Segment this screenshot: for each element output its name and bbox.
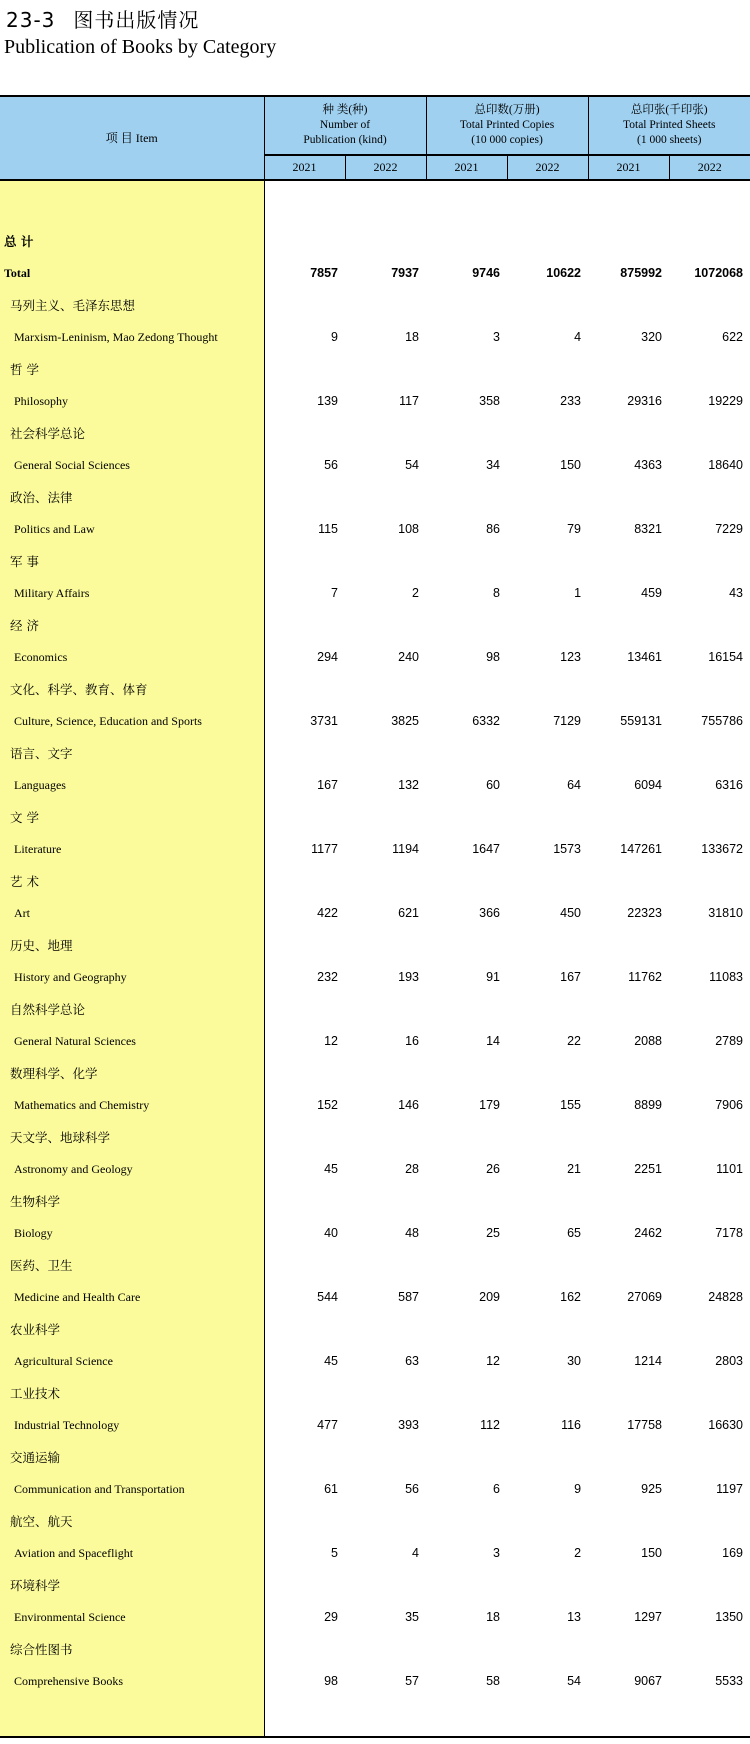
- category-value: 13: [567, 1610, 582, 1624]
- category-value: 61: [324, 1482, 338, 1496]
- category-label-en: Art: [0, 897, 264, 929]
- category-label-en: Philosophy: [0, 385, 264, 417]
- category-value: 115: [318, 522, 338, 536]
- category-cn-row: [0, 353, 750, 385]
- total-label-cn: 总 计: [0, 225, 264, 257]
- category-value: 5: [331, 1546, 338, 1560]
- total-value: 7857: [310, 266, 338, 280]
- item-cell-empty: [0, 1697, 264, 1737]
- category-value: 56: [405, 1482, 419, 1496]
- category-value: 925: [641, 1482, 663, 1496]
- category-value: 1214: [634, 1354, 663, 1368]
- category-value: 240: [398, 650, 419, 664]
- books-table: [0, 95, 750, 1738]
- category-value: 167: [560, 970, 582, 984]
- category-value: 16: [405, 1034, 419, 1048]
- category-label-en: Culture, Science, Education and Sports: [0, 705, 264, 737]
- category-label-cn: 工业技术: [0, 1377, 264, 1409]
- category-row: [0, 1089, 750, 1121]
- category-value: 11083: [709, 970, 744, 984]
- total-value: 875992: [620, 266, 663, 280]
- category-label-en: General Natural Sciences: [0, 1025, 264, 1057]
- category-value: 18: [405, 330, 419, 344]
- value-cell-empty: [264, 737, 750, 769]
- category-value: 35: [405, 1610, 419, 1624]
- category-cn-row: [0, 1633, 750, 1665]
- category-value: 150: [560, 458, 582, 472]
- title-chinese: 图书出版情况: [73, 8, 200, 32]
- category-label-en: Astronomy and Geology: [0, 1153, 264, 1185]
- category-value: 45: [324, 1162, 338, 1176]
- category-value: 7: [331, 586, 338, 600]
- category-value: 6: [493, 1482, 500, 1496]
- category-value: 2803: [715, 1354, 744, 1368]
- category-value: 98: [486, 650, 500, 664]
- category-value: 30: [567, 1354, 582, 1368]
- category-value: 294: [317, 650, 338, 664]
- category-value: 22323: [627, 906, 663, 920]
- category-label-cn: 交通运输: [0, 1441, 264, 1473]
- category-value: 422: [317, 906, 338, 920]
- category-label-en: Military Affairs: [0, 577, 264, 609]
- category-value: 320: [641, 330, 663, 344]
- table-number: 23-3: [6, 8, 56, 32]
- category-label-cn: 自然科学总论: [0, 993, 264, 1025]
- category-row: [0, 1345, 750, 1377]
- category-value: 13461: [627, 650, 663, 664]
- value-cell-empty: [264, 1249, 750, 1281]
- category-value: 19229: [708, 394, 744, 408]
- value-cell-empty: [264, 353, 750, 385]
- copies-group-header: [426, 96, 588, 155]
- category-label-en: Languages: [0, 769, 264, 801]
- value-cell-empty: [264, 180, 750, 225]
- category-value: 31810: [708, 906, 744, 920]
- category-value: 3: [493, 1546, 500, 1560]
- category-value: 477: [317, 1418, 338, 1432]
- value-cell-empty: [264, 417, 750, 449]
- category-value: 3825: [391, 714, 419, 728]
- category-row: [0, 1153, 750, 1185]
- category-value: 7906: [715, 1098, 744, 1112]
- category-value: 7229: [715, 522, 744, 536]
- category-value: 14: [486, 1034, 500, 1048]
- table-header: [0, 96, 750, 180]
- page-title-en: Publication of Books by Category: [4, 36, 277, 58]
- sheets-header-en2: (1 000 sheets): [637, 134, 702, 146]
- value-cell-empty: [264, 801, 750, 833]
- category-cn-row: [0, 865, 750, 897]
- category-cn-row: [0, 1185, 750, 1217]
- total-row: [0, 257, 750, 289]
- category-value: 45: [324, 1354, 338, 1368]
- category-value: 1573: [553, 842, 582, 856]
- category-value: 98: [324, 1674, 338, 1688]
- category-label-cn: 社会科学总论: [0, 417, 264, 449]
- category-value: 6332: [472, 714, 500, 728]
- category-value: 150: [641, 1546, 663, 1560]
- category-value: 48: [405, 1226, 419, 1240]
- kind-header-cn: 种 类(种): [322, 104, 368, 116]
- value-cell-empty: [264, 1697, 750, 1737]
- category-value: 1177: [311, 842, 338, 856]
- total-label-en: Total: [0, 257, 264, 289]
- category-value: 7178: [715, 1226, 744, 1240]
- category-value: 11762: [628, 970, 663, 984]
- value-cell-empty: [264, 609, 750, 641]
- category-label-cn: 综合性图书: [0, 1633, 264, 1665]
- category-value: 58: [486, 1674, 500, 1688]
- category-value: 123: [560, 650, 582, 664]
- category-value: 4: [412, 1546, 419, 1560]
- kind-header-en1: Number of: [319, 119, 371, 131]
- category-row: [0, 513, 750, 545]
- category-value: 2789: [715, 1034, 744, 1048]
- category-cn-row: [0, 1057, 750, 1089]
- category-value: 108: [398, 522, 419, 536]
- category-value: 65: [567, 1226, 582, 1240]
- kind-header-en2: Publication (kind): [303, 134, 387, 146]
- sheets-header-cn: 总印张(千印张): [630, 104, 708, 116]
- copies-header-en2: (10 000 copies): [471, 134, 543, 146]
- category-value: 169: [722, 1546, 744, 1560]
- category-value: 54: [567, 1674, 582, 1688]
- category-value: 2251: [634, 1162, 663, 1176]
- kind-group-header: [264, 96, 426, 155]
- category-value: 4363: [634, 458, 663, 472]
- category-value: 358: [479, 394, 500, 408]
- category-cn-row: [0, 1569, 750, 1601]
- category-label-en: Aviation and Spaceflight: [0, 1537, 264, 1569]
- category-value: 6094: [634, 778, 663, 792]
- category-value: 4: [574, 330, 582, 344]
- value-cell-empty: [264, 1121, 750, 1153]
- category-label-en: Medicine and Health Care: [0, 1281, 264, 1313]
- value-cell-empty: [264, 225, 750, 257]
- category-value: 43: [729, 586, 744, 600]
- category-cn-row: [0, 417, 750, 449]
- category-cn-row: [0, 1121, 750, 1153]
- category-value: 1: [574, 586, 582, 600]
- category-value: 233: [560, 394, 582, 408]
- category-value: 3: [493, 330, 500, 344]
- category-value: 25: [486, 1226, 500, 1240]
- category-row: [0, 321, 750, 353]
- category-label-en: Industrial Technology: [0, 1409, 264, 1441]
- category-cn-row: [0, 1505, 750, 1537]
- category-value: 133672: [701, 842, 744, 856]
- category-value: 1297: [634, 1610, 663, 1624]
- total-value: 7937: [391, 266, 419, 280]
- category-value: 63: [405, 1354, 419, 1368]
- category-label-en: Marxism-Leninism, Mao Zedong Thought: [0, 321, 264, 353]
- category-row: [0, 1409, 750, 1441]
- category-value: 12: [324, 1034, 338, 1048]
- total-cn-row: [0, 225, 750, 257]
- category-value: 26: [486, 1162, 500, 1176]
- category-label-cn: 艺 术: [0, 865, 264, 897]
- category-cn-row: [0, 1441, 750, 1473]
- category-cn-row: [0, 1377, 750, 1409]
- category-value: 139: [317, 394, 338, 408]
- category-value: 29316: [627, 394, 663, 408]
- value-cell-empty: [264, 1185, 750, 1217]
- sheets-group-header: [588, 96, 750, 155]
- category-row: [0, 769, 750, 801]
- category-value: 146: [398, 1098, 419, 1112]
- category-value: 3731: [310, 714, 338, 728]
- category-value: 8321: [634, 522, 663, 536]
- value-cell-empty: [264, 929, 750, 961]
- category-label-cn: 文化、科学、教育、体育: [0, 673, 264, 705]
- category-value: 193: [398, 970, 419, 984]
- value-cell-empty: [264, 1441, 750, 1473]
- category-value: 18: [486, 1610, 500, 1624]
- category-label-cn: 马列主义、毛泽东思想: [0, 289, 264, 321]
- category-value: 459: [641, 586, 663, 600]
- page-title-cn: [6, 4, 199, 33]
- category-value: 2: [574, 1546, 582, 1560]
- category-value: 8899: [634, 1098, 663, 1112]
- table-body: [0, 180, 750, 1737]
- category-value: 155: [560, 1098, 582, 1112]
- category-value: 5533: [715, 1674, 744, 1688]
- category-label-cn: 历史、地理: [0, 929, 264, 961]
- total-value: 10622: [546, 266, 582, 280]
- category-value: 587: [398, 1290, 419, 1304]
- category-cn-row: [0, 1249, 750, 1281]
- category-value: 147261: [620, 842, 663, 856]
- category-label-en: Literature: [0, 833, 264, 865]
- category-label-cn: 哲 学: [0, 353, 264, 385]
- category-label-en: Comprehensive Books: [0, 1665, 264, 1697]
- category-value: 132: [398, 778, 419, 792]
- spacer-row: [0, 180, 750, 225]
- category-value: 1194: [392, 842, 419, 856]
- category-value: 117: [399, 394, 419, 408]
- category-value: 60: [486, 778, 500, 792]
- value-cell-empty: [264, 289, 750, 321]
- value-cell-empty: [264, 1505, 750, 1537]
- category-label-cn: 军 事: [0, 545, 264, 577]
- category-value: 12: [486, 1354, 500, 1368]
- year-header: 2021: [264, 155, 345, 180]
- category-value: 1647: [472, 842, 500, 856]
- sheets-header-en1: Total Printed Sheets: [623, 119, 716, 131]
- category-value: 91: [486, 970, 500, 984]
- category-value: 116: [561, 1418, 582, 1432]
- year-header: 2022: [345, 155, 426, 180]
- category-value: 9: [574, 1482, 582, 1496]
- category-value: 24828: [708, 1290, 744, 1304]
- category-label-en: Agricultural Science: [0, 1345, 264, 1377]
- category-value: 9067: [634, 1674, 663, 1688]
- category-label-cn: 天文学、地球科学: [0, 1121, 264, 1153]
- category-row: [0, 449, 750, 481]
- category-value: 393: [398, 1418, 419, 1432]
- category-value: 29: [324, 1610, 338, 1624]
- copies-header-en1: Total Printed Copies: [459, 119, 555, 131]
- category-row: [0, 1217, 750, 1249]
- category-label-cn: 航空、航天: [0, 1505, 264, 1537]
- category-value: 64: [567, 778, 582, 792]
- category-value: 28: [405, 1162, 419, 1176]
- category-value: 17758: [627, 1418, 663, 1432]
- category-cn-row: [0, 289, 750, 321]
- total-value: 1072068: [694, 266, 744, 280]
- category-value: 8: [493, 586, 500, 600]
- category-row: [0, 897, 750, 929]
- category-value: 56: [324, 458, 338, 472]
- category-value: 9: [331, 330, 338, 344]
- year-header: 2022: [507, 155, 588, 180]
- category-value: 57: [405, 1674, 419, 1688]
- category-label-en: Mathematics and Chemistry: [0, 1089, 264, 1121]
- value-cell-empty: [264, 545, 750, 577]
- value-cell-empty: [264, 993, 750, 1025]
- copies-header-cn: 总印数(万册): [474, 104, 540, 116]
- year-header: 2022: [669, 155, 750, 180]
- value-cell-empty: [264, 1633, 750, 1665]
- category-value: 1101: [716, 1162, 744, 1176]
- value-cell-empty: [264, 1377, 750, 1409]
- category-value: 366: [479, 906, 500, 920]
- value-cell-empty: [264, 1057, 750, 1089]
- value-cell-empty: [264, 1569, 750, 1601]
- category-cn-row: [0, 801, 750, 833]
- category-row: [0, 1665, 750, 1697]
- category-label-cn: 语言、文字: [0, 737, 264, 769]
- category-value: 559131: [620, 714, 663, 728]
- category-value: 2462: [634, 1226, 663, 1240]
- category-value: 6316: [715, 778, 744, 792]
- category-value: 7129: [553, 714, 582, 728]
- category-value: 1350: [715, 1610, 744, 1624]
- category-cn-row: [0, 545, 750, 577]
- category-label-en: History and Geography: [0, 961, 264, 993]
- category-row: [0, 833, 750, 865]
- category-value: 755786: [701, 714, 744, 728]
- item-cell-empty: [0, 180, 264, 225]
- category-value: 54: [405, 458, 419, 472]
- category-row: [0, 1281, 750, 1313]
- category-cn-row: [0, 673, 750, 705]
- category-label-en: Communication and Transportation: [0, 1473, 264, 1505]
- category-cn-row: [0, 1313, 750, 1345]
- category-row: [0, 705, 750, 737]
- category-value: 34: [486, 458, 500, 472]
- category-value: 232: [317, 970, 338, 984]
- category-value: 2: [412, 586, 419, 600]
- category-label-cn: 政治、法律: [0, 481, 264, 513]
- category-row: [0, 385, 750, 417]
- category-row: [0, 1025, 750, 1057]
- category-value: 79: [567, 522, 582, 536]
- category-value: 544: [317, 1290, 338, 1304]
- category-value: 167: [317, 778, 338, 792]
- category-row: [0, 1601, 750, 1633]
- category-label-en: General Social Sciences: [0, 449, 264, 481]
- category-label-cn: 生物科学: [0, 1185, 264, 1217]
- category-row: [0, 1537, 750, 1569]
- category-row: [0, 577, 750, 609]
- category-label-cn: 环境科学: [0, 1569, 264, 1601]
- value-cell-empty: [264, 481, 750, 513]
- category-value: 179: [479, 1098, 500, 1112]
- year-header: 2021: [426, 155, 507, 180]
- category-value: 1197: [716, 1482, 744, 1496]
- value-cell-empty: [264, 673, 750, 705]
- year-header: 2021: [588, 155, 669, 180]
- item-header: 项 目 Item: [0, 96, 264, 180]
- category-label-cn: 经 济: [0, 609, 264, 641]
- category-cn-row: [0, 481, 750, 513]
- category-label-cn: 农业科学: [0, 1313, 264, 1345]
- category-value: 162: [560, 1290, 582, 1304]
- category-label-en: Economics: [0, 641, 264, 673]
- category-label-en: Politics and Law: [0, 513, 264, 545]
- total-value: 9746: [472, 266, 500, 280]
- category-label-cn: 数理科学、化学: [0, 1057, 264, 1089]
- category-value: 18640: [708, 458, 744, 472]
- category-value: 86: [486, 522, 500, 536]
- category-value: 40: [324, 1226, 338, 1240]
- category-value: 2088: [634, 1034, 663, 1048]
- category-label-en: Environmental Science: [0, 1601, 264, 1633]
- category-value: 22: [567, 1034, 582, 1048]
- category-label-en: Biology: [0, 1217, 264, 1249]
- category-value: 450: [560, 906, 582, 920]
- category-row: [0, 641, 750, 673]
- category-value: 112: [480, 1418, 500, 1432]
- category-value: 152: [317, 1098, 338, 1112]
- category-cn-row: [0, 737, 750, 769]
- category-label-cn: 医药、卫生: [0, 1249, 264, 1281]
- category-value: 16630: [708, 1418, 744, 1432]
- category-value: 16154: [708, 650, 744, 664]
- category-cn-row: [0, 929, 750, 961]
- category-value: 27069: [627, 1290, 663, 1304]
- bottom-spacer-row: [0, 1697, 750, 1737]
- category-row: [0, 1473, 750, 1505]
- category-cn-row: [0, 993, 750, 1025]
- category-row: [0, 961, 750, 993]
- category-value: 622: [722, 330, 744, 344]
- category-value: 21: [567, 1162, 582, 1176]
- category-value: 209: [479, 1290, 500, 1304]
- value-cell-empty: [264, 865, 750, 897]
- value-cell-empty: [264, 1313, 750, 1345]
- category-label-cn: 文 学: [0, 801, 264, 833]
- category-cn-row: [0, 609, 750, 641]
- category-value: 621: [398, 906, 419, 920]
